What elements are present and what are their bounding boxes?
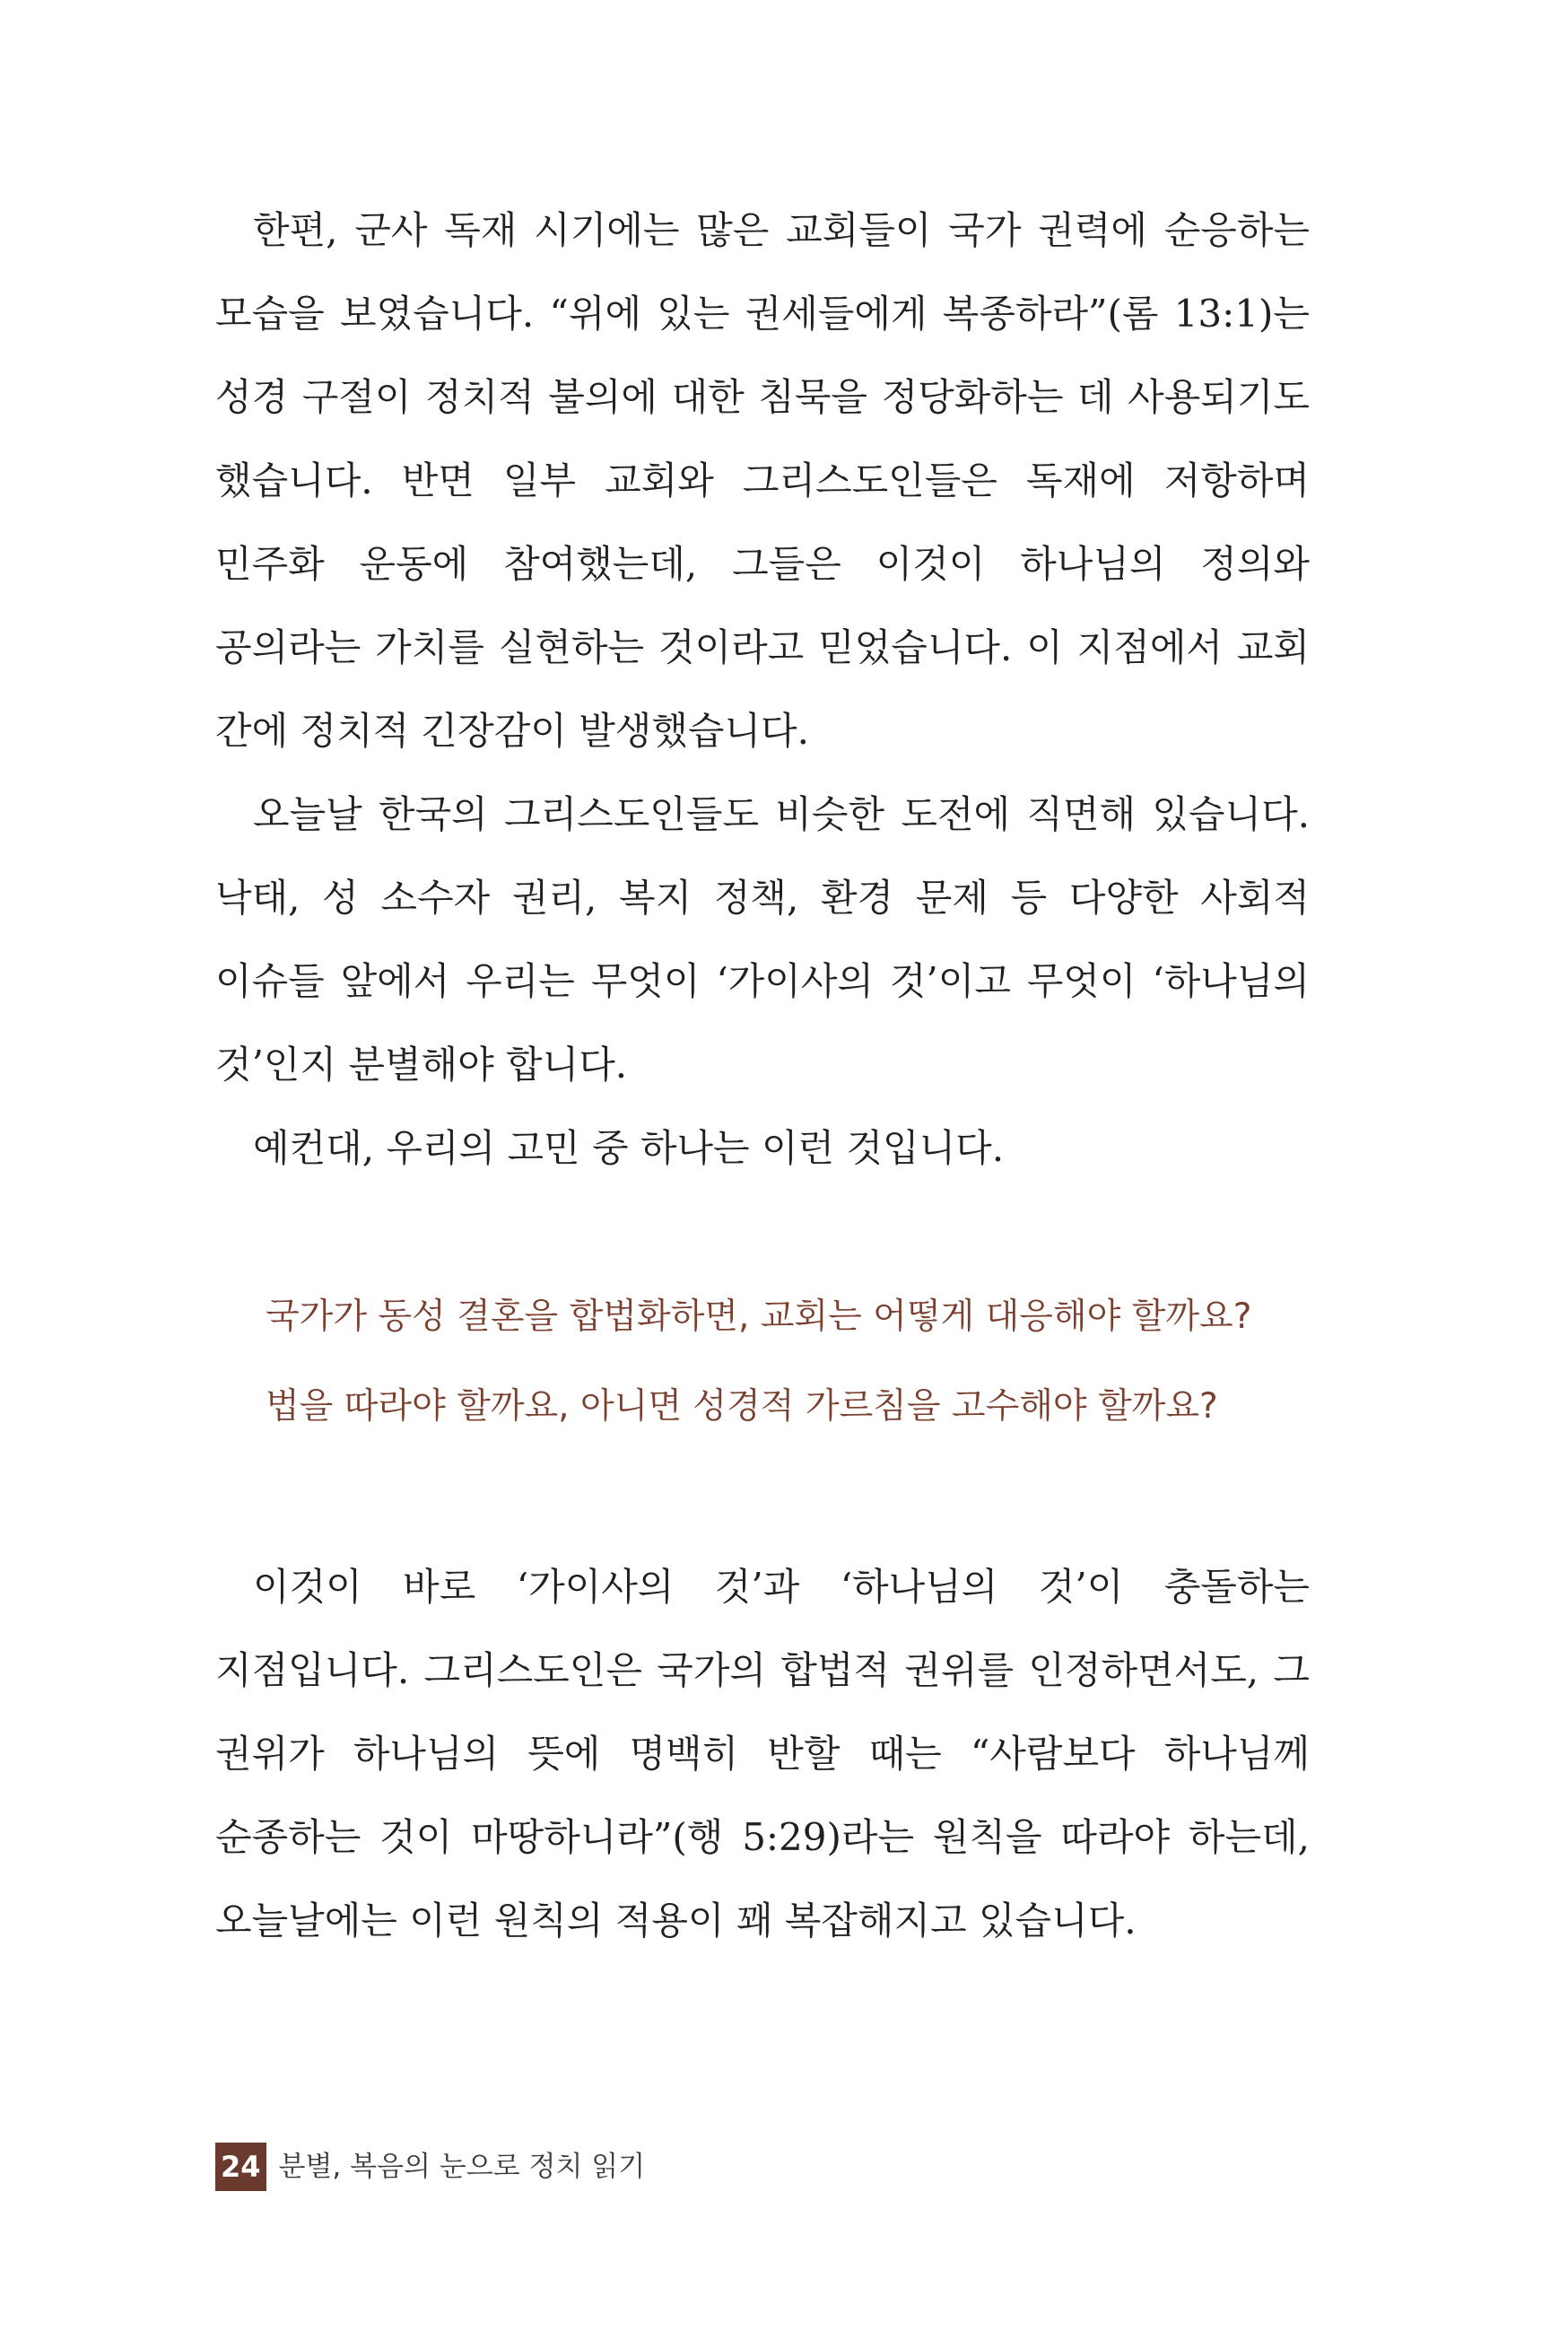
page-body xyxy=(215,188,1310,1962)
paragraph-1: 한편, 군사 독재 시기에는 많은 교회들이 국가 권력에 순응하는 모습을 보였습니다. “위에 있는 권세들에게 복종하라”(롬 13:1)는 성경 구절이 정치적 불의에 대한 침묵을 정당화하는 데 사용되기도 했습니다. 반면 일부 교회와 그리스도인들은 독재에 저항하며 민주화 운동에 참여했는데, 그들은 이것이 하나님의 정의와 공의라는 가치를 실현하는 것이라고 믿었습니다. 이 지점에서 교회 간에 정치적 긴장감이 발생했습니다. xyxy=(215,208,1311,753)
running-book-title: 분별, 복음의 눈으로 정치 읽기 xyxy=(278,2151,646,2183)
highlighted-question: 국가가 동성 결혼을 합법화하면, 교회는 어떻게 대응해야 할까요? 법을 따라야 할까요, 아니면 성경적 가르침을 고수해야 할까요? xyxy=(266,1296,1252,1427)
paragraph-3: 예컨대, 우리의 고민 중 하나는 이런 것입니다. xyxy=(253,1126,1005,1170)
highlighted-question-block xyxy=(215,1272,1310,1452)
paragraph-4: 이것이 바로 ‘가이사의 것’과 ‘하나님의 것’이 충돌하는 지점입니다. 그리스도인은 국가의 합법적 권위를 인정하면서도, 그 권위가 하나님의 뜻에 명백히 반할 때는 “사람보다 하나님께 순종하는 것이 마땅하니라”(행 5:29)라는 원칙을 따라야 하는데, 오늘날에는 이런 원칙의 적용이 꽤 복잡해지고 있습니다. xyxy=(215,1565,1310,1942)
page-number-badge: 24 xyxy=(215,2143,266,2191)
paragraph-2: 오늘날 한국의 그리스도인들도 비슷한 도전에 직면해 있습니다. 낙태, 성 소수자 권리, 복지 정책, 환경 문제 등 다양한 사회적 이슈들 앞에서 우리는 무엇이 ‘가이사의 것’이고 무엇이 ‘하나님의 것’인지 분별해야 합니다. xyxy=(215,792,1310,1087)
page-footer xyxy=(215,2143,645,2191)
